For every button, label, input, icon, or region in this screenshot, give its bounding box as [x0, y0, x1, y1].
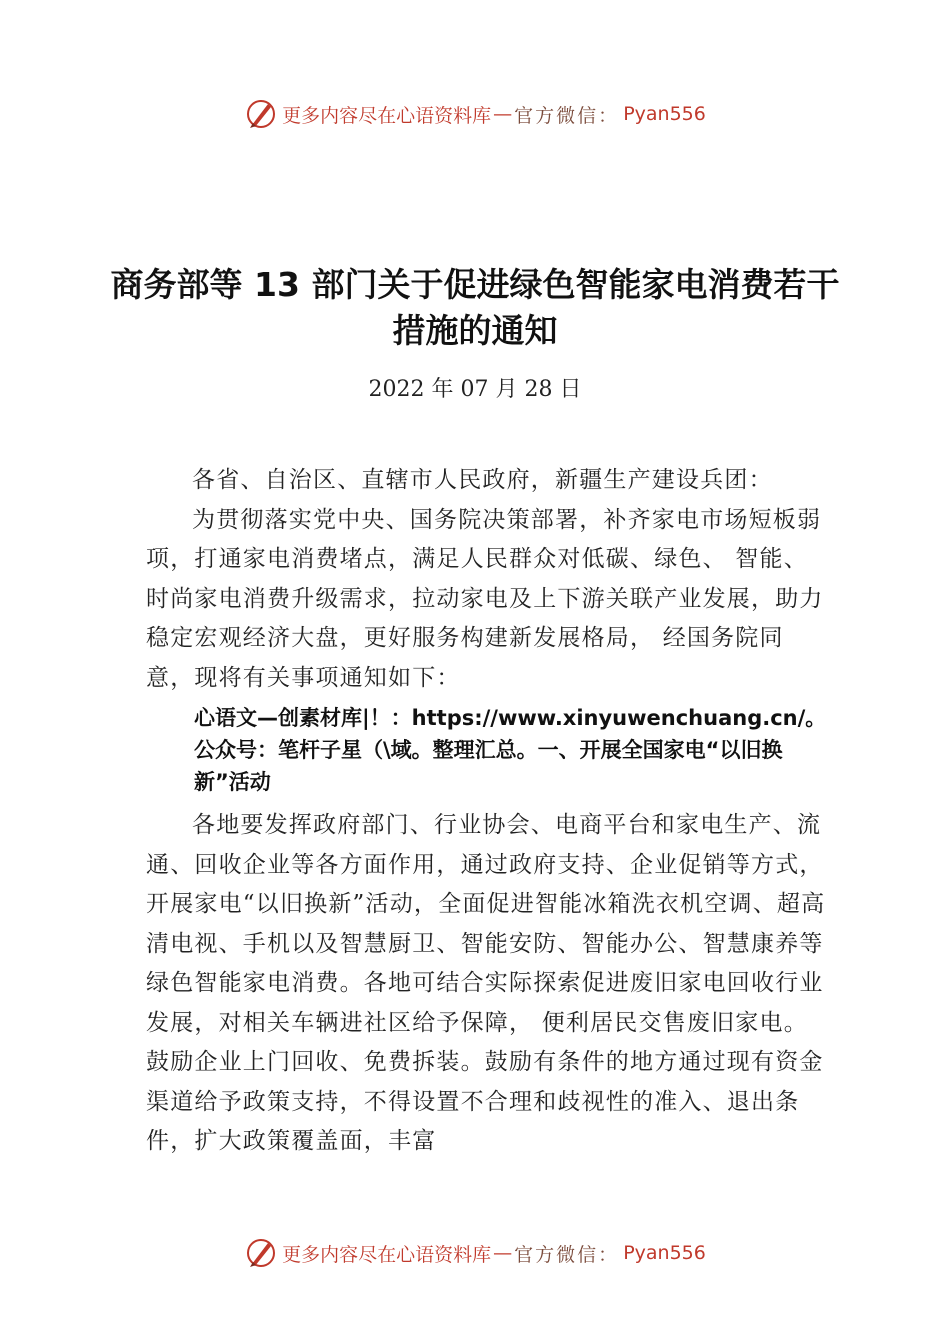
banner-separator: — [493, 1242, 513, 1264]
salutation: 各省、自治区、直辖市人民政府，新疆生产建设兵团： [192, 467, 773, 493]
intro-paragraph: 为贯彻落实党中央、国务院决策部署，补齐家电市场短板弱项，打通家电消费堵点，满足人民群众对低碳、绿色、 智能、时尚家电消费升级需求，拉动家电及上下游关联产业发展，助力稳定宏观经济大盘，更好服务构建新发展格局， 经国务院同意，现将有关事项通知如下： [146, 506, 824, 691]
pen-logo-icon [244, 1236, 278, 1270]
section1-block [146, 806, 826, 1162]
header-banner [0, 94, 950, 134]
banner-separator: — [493, 103, 513, 125]
document-title: 商务部等 13 部门关于促进绿色智能家电消费若干措施的通知 [110, 265, 840, 350]
section1-paragraph: 各地要发挥政府部门、行业协会、电商平台和家电生产、流通、回收企业等各方面作用，通过政府支持、企业促销等方式，开展家电“以旧换新”活动，全面促进智能冰箱洗衣机空调、超高清电视、手机以及智慧厨卫、智能安防、智能办公、智慧康养等绿色智能家电消费。各地可结合实际探索促进废旧家电回收行业发展，对相关车辆进社区给予保障， 便利居民交售废旧家电。鼓励企业上门回收、免费拆装。鼓励有条件的地方通过现有资金渠道给予政策支持，不得设置不合理和歧视性的准入、退出条件，扩大政策覆盖面，丰富 [146, 812, 826, 1154]
pen-logo-icon [244, 97, 278, 131]
section-heading-highlight: 心语文—创素材库|！：https://www.xinyuwenchuang.cn/。公众号：笔杆子星（\域。整理汇总。一、开展全国家电“以旧换新”活动 [194, 706, 827, 794]
banner-main-text: 更多内容尽在心语资料库 [282, 104, 492, 127]
banner-colon: ： [598, 1243, 618, 1266]
banner-wechat-id: Pyan556 [623, 1242, 706, 1264]
document-date: 2022 年 07 月 28 日 [368, 377, 582, 402]
banner-colon: ： [598, 104, 618, 127]
banner-wechat-id: Pyan556 [623, 103, 706, 125]
banner-wechat-label: 官方微信 [514, 104, 599, 127]
footer-banner [0, 1233, 950, 1273]
banner-main-text: 更多内容尽在心语资料库 [282, 1243, 492, 1266]
banner-wechat-label: 官方微信 [514, 1243, 599, 1266]
intro-block [146, 461, 826, 698]
